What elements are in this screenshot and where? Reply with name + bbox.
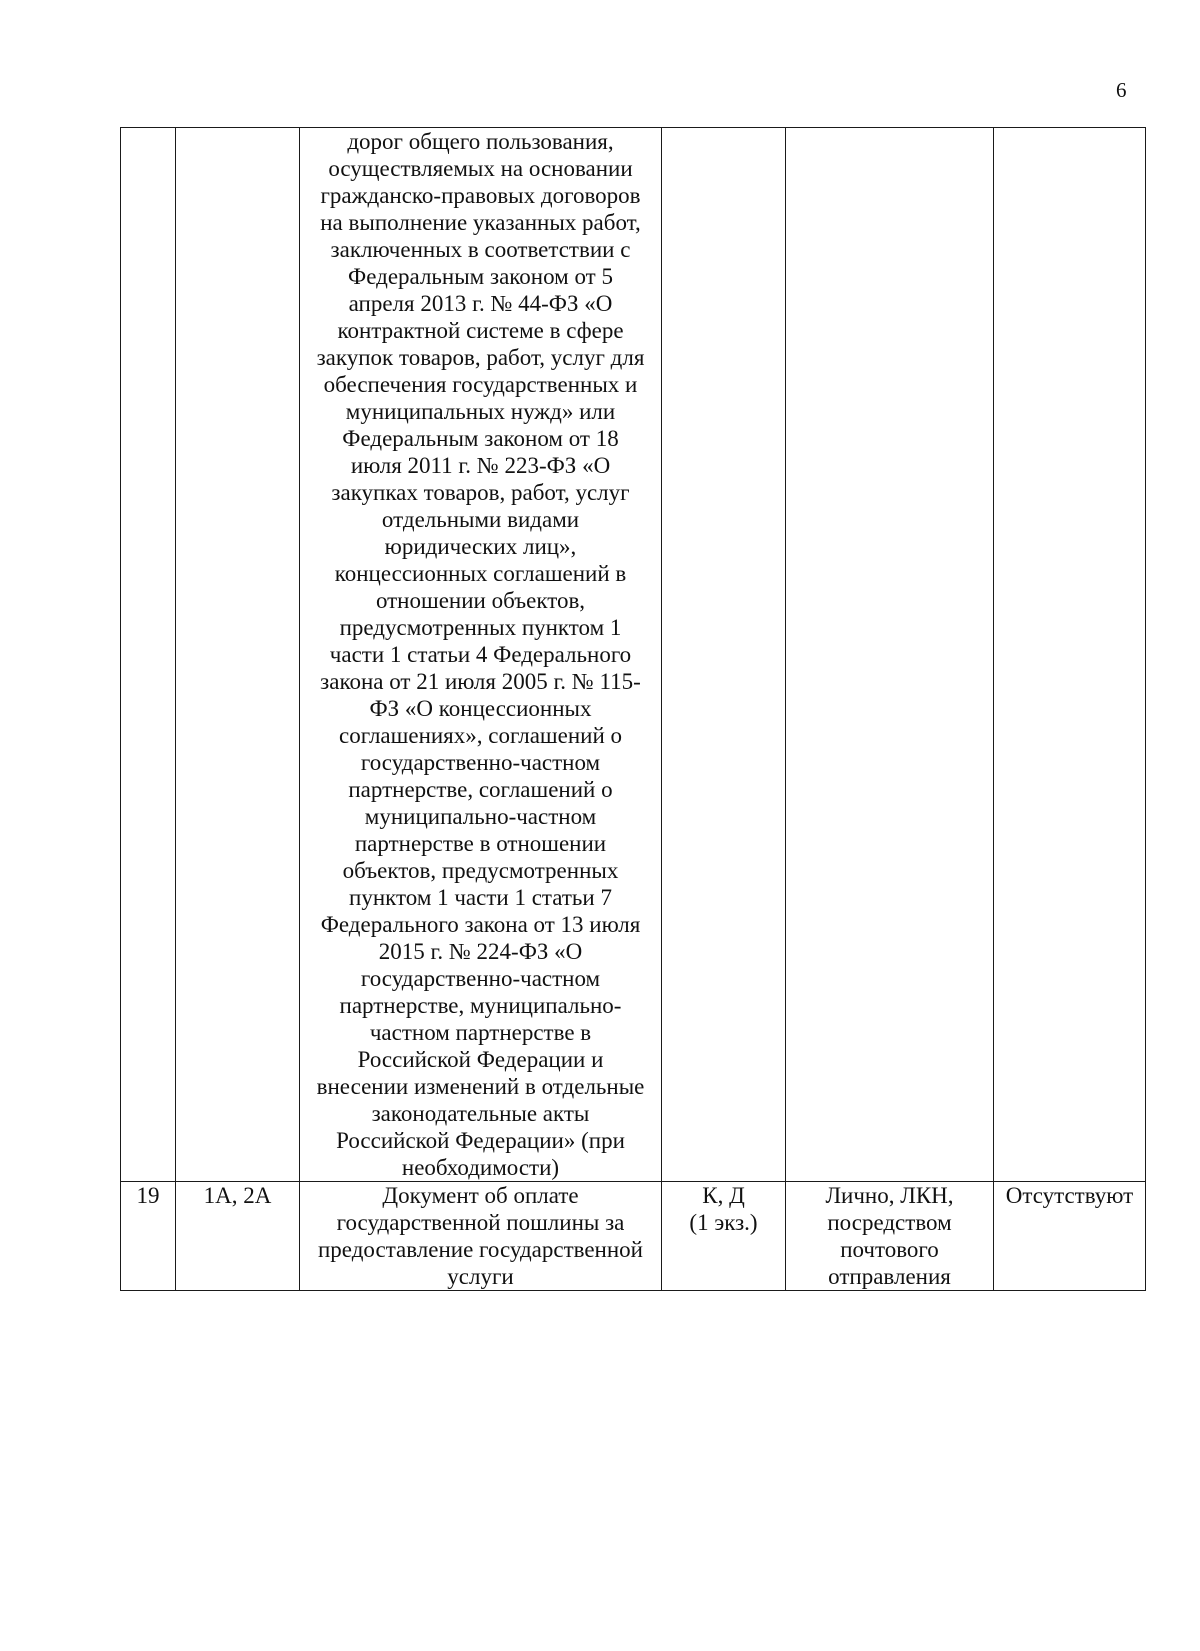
cell-description: Документ об оплате государственной пошлины за предоставление государственной услуги (300, 1182, 662, 1291)
documents-table (120, 127, 1146, 1291)
cell-requirements: Отсутствуют (994, 1182, 1146, 1291)
cell-code (176, 128, 300, 1182)
cell-form: К, Д (1 экз.) (662, 1182, 786, 1291)
cell-method: Лично, ЛКН, посредством почтового отправления (786, 1182, 994, 1291)
cell-number (121, 128, 176, 1182)
cell-description: дорог общего пользования, осуществляемых на основании гражданско-правовых договоров на выполнение указанных работ, заключенных в соответствии с Федеральным законом от 5 апреля 2013 г. № 44-ФЗ «О контрактной системе в сфере закупок товаров, работ, услуг для обеспечения государственных и муниципальных нужд» или Федеральным законом от 18 июля 2011 г. № 223-ФЗ «О закупках товаров, работ, услуг отдельными видами юридических лиц», концессионных соглашений в отношении объектов, предусмотренных пунктом 1 части 1 статьи 4 Федерального закона от 21 июля 2005 г. № 115- ФЗ «О концессионных соглашениях», соглашений о государственно-частном партнерстве, соглашений о муниципально-частном партнерстве в отношении объектов, предусмотренных пунктом 1 части 1 статьи 7 Федерального закона от 13 июля 2015 г. № 224-ФЗ «О государственно-частном партнерстве, муниципально- частном партнерстве в Российской Федерации и внесении изменений в отдельные законодательные акты Российской Федерации» (при необходимости) (300, 128, 662, 1182)
cell-method (786, 128, 994, 1182)
cell-code: 1А, 2А (176, 1182, 300, 1291)
page-number: 6 (1116, 78, 1127, 102)
cell-requirements (994, 128, 1146, 1182)
table-row (121, 128, 1146, 1182)
cell-form (662, 128, 786, 1182)
table-row (121, 1182, 1146, 1291)
cell-number: 19 (121, 1182, 176, 1291)
